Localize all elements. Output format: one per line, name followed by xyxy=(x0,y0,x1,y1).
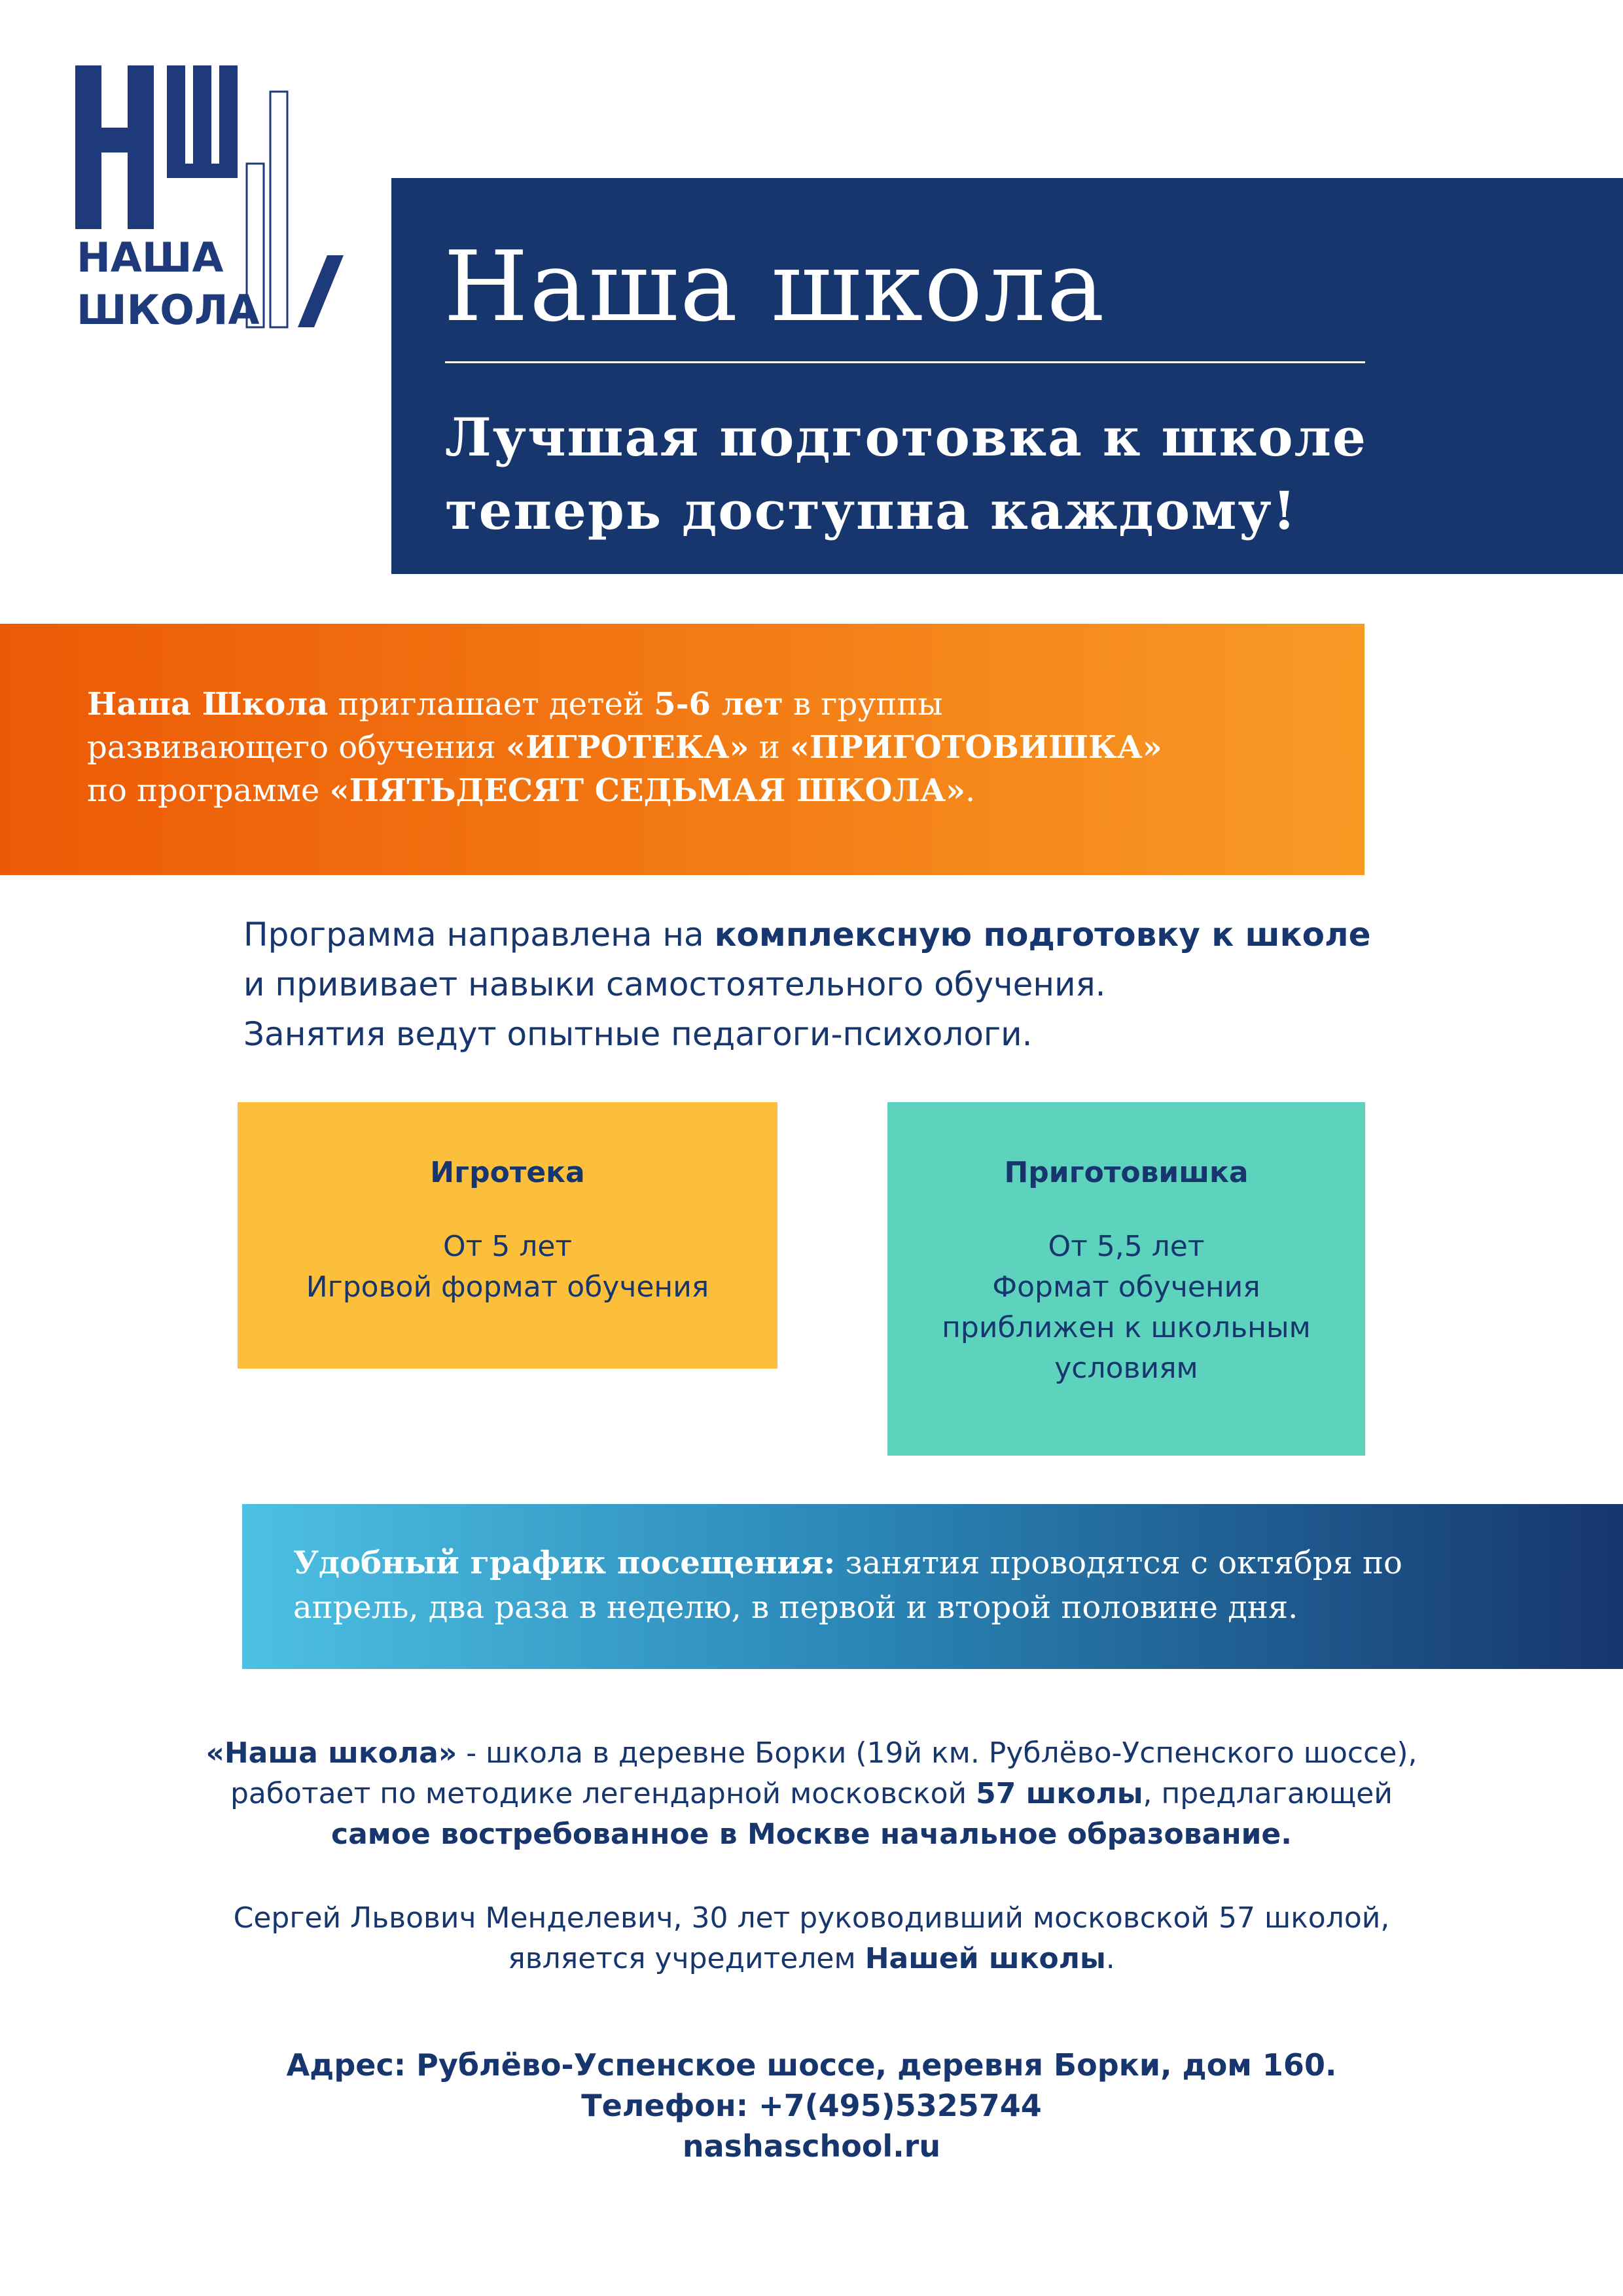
title-divider xyxy=(445,361,1365,363)
schedule-banner xyxy=(242,1504,1623,1669)
card-body xyxy=(887,1227,1365,1389)
card-body xyxy=(238,1227,777,1308)
program-line-3: Занятия ведут опытные педагоги-психологи. xyxy=(243,1015,1033,1053)
invite-line-3: по программе «ПЯТЬДЕСЯТ СЕДЬМАЯ ШКОЛА». xyxy=(87,772,976,809)
schedule-line-2: апрель, два раза в неделю, в первой и второй половине дня. xyxy=(293,1589,1298,1626)
page-title: Наша школа xyxy=(444,230,1106,343)
founder-line-2: является учредителем Нашей школы. xyxy=(508,1942,1115,1975)
phone[interactable]: Телефон: +7(495)5325744 xyxy=(581,2088,1042,2123)
card-line: От 5,5 лет xyxy=(1048,1230,1205,1263)
card-line: От 5 лет xyxy=(442,1230,573,1263)
header-banner xyxy=(391,178,1623,574)
invite-banner xyxy=(0,624,1364,875)
program-line-2: и прививает навыки самостоятельного обучения. xyxy=(243,965,1106,1003)
invite-text xyxy=(87,683,1330,812)
card-title: Приготовишка xyxy=(1004,1156,1249,1189)
founder-info xyxy=(0,1898,1623,1979)
program-line-1: Программа направлена на комплексную подготовку к школе xyxy=(243,916,1371,954)
card-igroteka xyxy=(238,1102,777,1369)
card-prigotovishka xyxy=(887,1102,1365,1456)
tagline xyxy=(445,401,1367,547)
schedule-line-1: Удобный график посещения: занятия проводятся с октября по xyxy=(293,1545,1402,1581)
svg-text:НАША: НАША xyxy=(77,234,224,281)
tagline-line-2: теперь доступна каждому! xyxy=(445,480,1297,541)
website-link[interactable]: nashaschool.ru xyxy=(682,2128,941,2164)
card-line: приближен к школьным xyxy=(942,1311,1311,1344)
about-line-3: самое востребованное в Москве начальное образование. xyxy=(330,1818,1292,1851)
school-logo xyxy=(75,65,350,340)
about-line-2: работает по методике легендарной московской 57 школы, предлагающей xyxy=(230,1777,1393,1810)
address: Адрес: Рублёво-Успенское шоссе, деревня Борки, дом 160. xyxy=(286,2047,1337,2083)
svg-text:ШКОЛА: ШКОЛА xyxy=(77,286,260,334)
tagline-line-1: Лучшая подготовка к школе xyxy=(445,406,1367,468)
program-description xyxy=(243,910,1487,1059)
invite-line-2: развивающего обучения «ИГРОТЕКА» и «ПРИГОТОВИШКА» xyxy=(87,729,1162,766)
invite-line-1: Наша Школа приглашает детей 5-6 лет в группы xyxy=(87,686,943,723)
about-school xyxy=(0,1733,1623,1855)
founder-line-1: Сергей Львович Менделевич, 30 лет руководивший московской 57 школой, xyxy=(233,1901,1390,1935)
card-line: Игровой формат обучения xyxy=(306,1270,709,1304)
card-title: Игротека xyxy=(430,1156,585,1189)
card-line: условиям xyxy=(1054,1352,1198,1385)
about-line-1: «Наша школа» - школа в деревне Борки (19й км. Рублёво-Успенского шоссе), xyxy=(205,1736,1418,1770)
contacts xyxy=(0,2045,1623,2166)
card-line: Формат обучения xyxy=(992,1270,1260,1304)
schedule-text xyxy=(293,1541,1402,1630)
